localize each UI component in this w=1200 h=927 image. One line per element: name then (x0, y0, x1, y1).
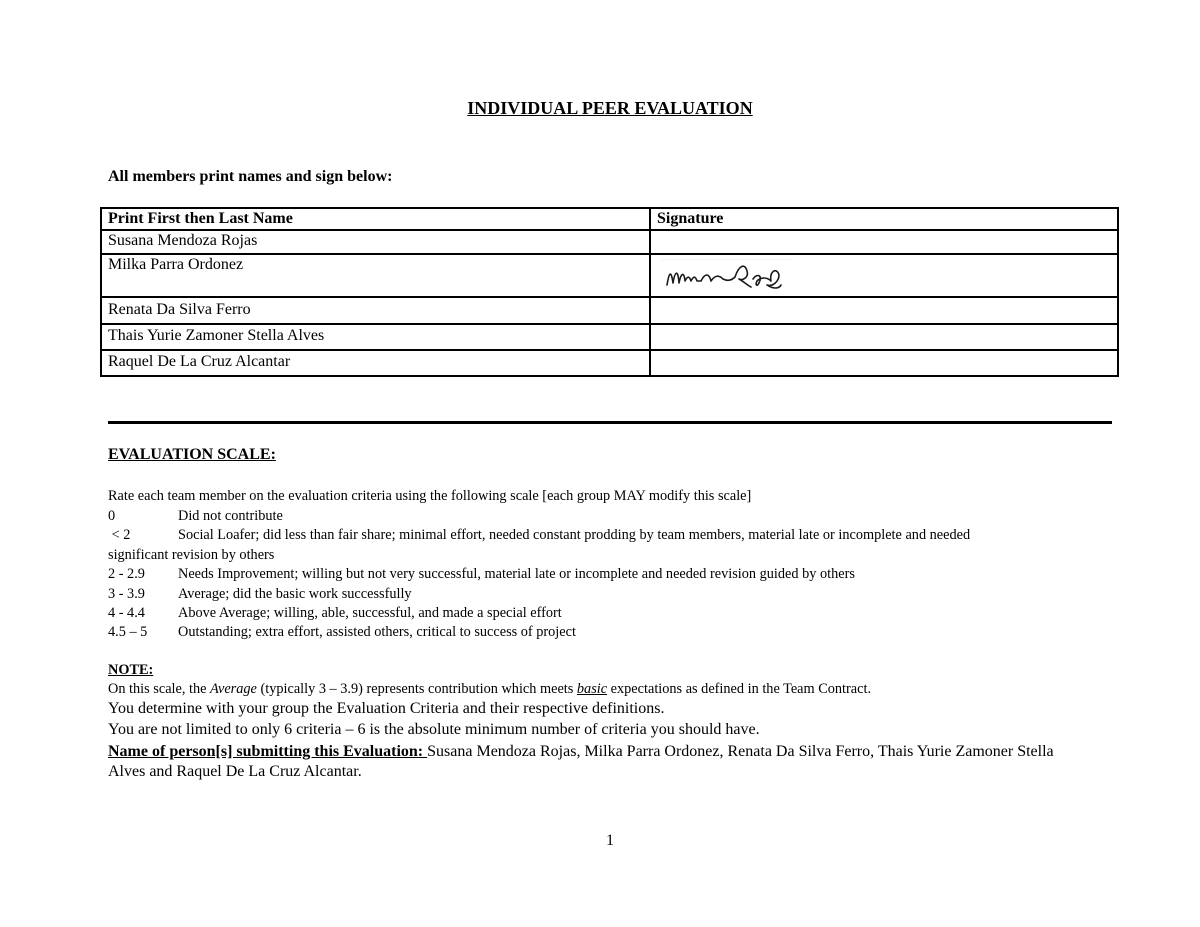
submitters (108, 742, 1088, 782)
scale-item (108, 604, 1108, 623)
member-name: Raquel De La Cruz Alcantar (101, 350, 650, 376)
criteria-note: You determine with your group the Evaluation Criteria and their respective definitions. (108, 700, 665, 717)
scale-code: 4 - 4.4 (108, 605, 145, 622)
signature-cell (650, 254, 1118, 297)
signature-cell (650, 324, 1118, 350)
signature-cell (650, 230, 1118, 254)
table-row (101, 230, 1118, 254)
scale-code: 2 - 2.9 (108, 566, 145, 583)
scale-intro: Rate each team member on the evaluation criteria using the following scale [each group MAY modify this scale] (108, 488, 752, 504)
table-row (101, 350, 1118, 376)
note-heading: NOTE: (108, 662, 154, 678)
note-basic: basic (576, 681, 608, 697)
scale-item-continued: significant revision by others (108, 546, 275, 563)
note-part: On this scale, the (108, 681, 211, 697)
scale-item (108, 507, 1108, 526)
submitters-label: Name of person[s] submitting this Evaluation: (108, 743, 428, 760)
column-header-signature: Signature (650, 208, 1118, 230)
member-name: Milka Parra Ordonez (101, 254, 650, 297)
handwritten-signature (661, 259, 791, 293)
table-row (101, 254, 1118, 297)
page-title: INDIVIDUAL PEER EVALUATION (467, 98, 753, 118)
member-name: Susana Mendoza Rojas (101, 230, 650, 254)
section-divider (108, 421, 1112, 424)
note-part: expectations as defined in the Team Contract. (607, 681, 872, 697)
scale-desc: Outstanding; extra effort, assisted others, critical to success of project (178, 624, 576, 641)
table-header-row (101, 208, 1118, 230)
member-name: Thais Yurie Zamoner Stella Alves (101, 324, 650, 350)
scale-desc: Social Loafer; did less than fair share; minimal effort, needed constant prodding by team members, material late or incomplete and needed (178, 527, 971, 544)
scale-item (108, 565, 1108, 584)
scale-code: 3 - 3.9 (108, 585, 145, 602)
scale-item (108, 623, 1108, 642)
column-header-name: Print First then Last Name (101, 208, 650, 230)
table-row (101, 297, 1118, 324)
scale-desc: Needs Improvement; willing but not very successful, material late or incomplete and needed revision guided by others (178, 566, 855, 583)
scale-desc: Did not contribute (178, 508, 283, 524)
scale-desc: Above Average; willing, able, successful, and made a special effort (178, 605, 562, 622)
signature-table (100, 207, 1119, 377)
evaluation-scale-heading: EVALUATION SCALE: (108, 446, 276, 463)
scale-code: < 2 (108, 527, 131, 544)
submitters-names: Susana Mendoza Rojas, Milka Parra Ordonez, Renata Da Silva Ferro, Thais Yurie Zamoner Stella Alves and Raquel De La Cruz Alcantar. (108, 743, 1054, 780)
table-row (101, 324, 1118, 350)
sign-instruction: All members print names and sign below: (108, 168, 393, 185)
signature-cell (650, 350, 1118, 376)
scale-item (108, 585, 1108, 604)
scale-list (108, 507, 1108, 643)
scale-item (108, 526, 1108, 545)
page-number: 1 (606, 832, 614, 849)
criteria-limit: You are not limited to only 6 criteria – 6 is the absolute minimum number of criteria you should have. (108, 721, 760, 738)
signature-cell (650, 297, 1118, 324)
scale-code: 4.5 – 5 (108, 624, 148, 641)
scale-desc: Average; did the basic work successfully (178, 585, 412, 602)
scale-code: 0 (108, 508, 116, 524)
note-average: Average (210, 681, 257, 697)
note-text (108, 681, 871, 698)
member-name: Renata Da Silva Ferro (101, 297, 650, 324)
note-part: (typically 3 – 3.9) represents contribution which meets (256, 681, 577, 697)
